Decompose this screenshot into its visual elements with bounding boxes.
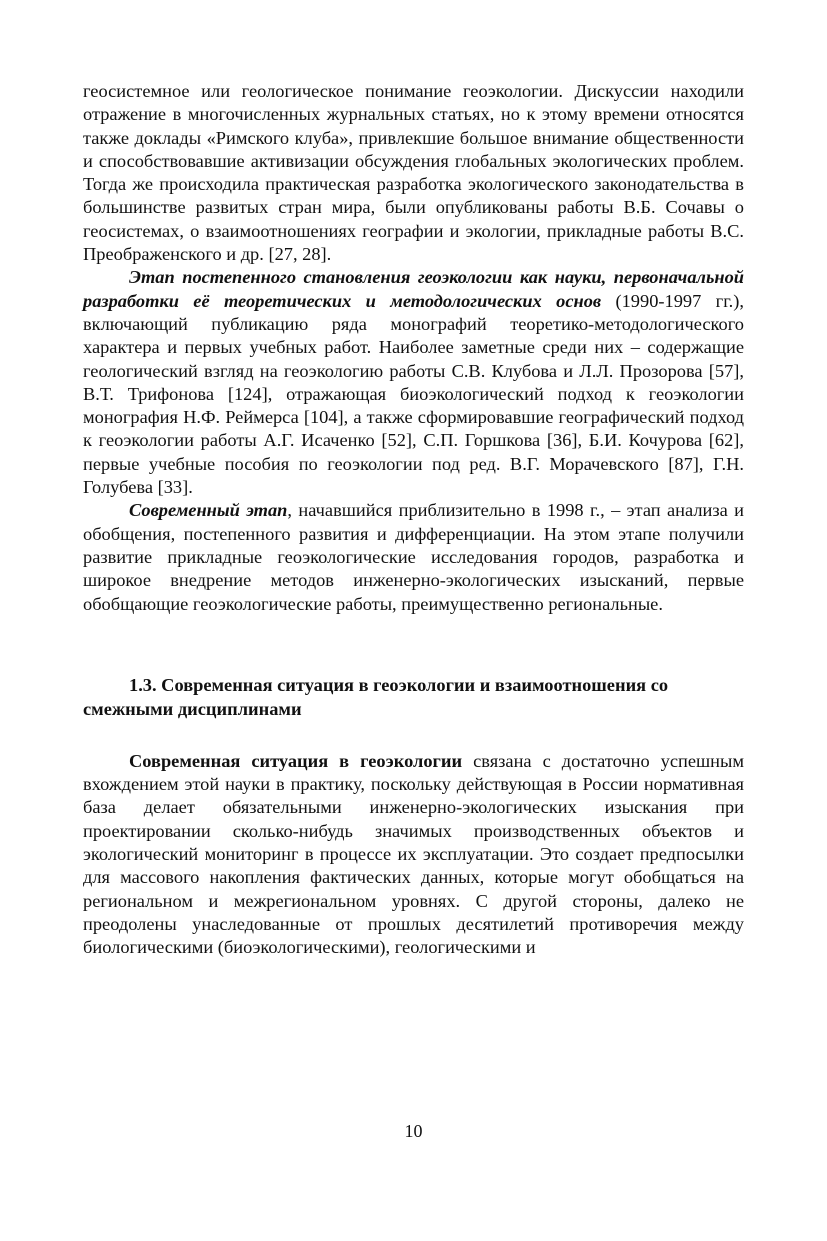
page-body: [83, 80, 744, 960]
stage-formation-text: (1990-1997 гг.), включающий публикацию ряда монографий теоретико-методологического характера и первых учебных работ. Наиболее заметные среди них – содержащие геологический взгляд на геоэкологию работы С.В. Клубова и Л.Л. Прозорова [57], В.Т. Трифонова [124], отражающая биоэкологический подход к геоэкологии монография Н.Ф. Реймерса [104], а также сформировавшие географический подход к геоэкологии работы А.Г. Исаченко [52], С.П. Горшкова [36], Б.И. Кочурова [62], первые учебные пособия по геоэкологии под ред. В.Г. Морачевского [87], Г.Н. Голубева [33].: [83, 290, 744, 498]
current-situation-term: Современная ситуация в геоэкологии: [129, 750, 463, 771]
paragraph-stage-formation: [83, 266, 744, 499]
section-heading-1-3: 1.3. Современная ситуация в геоэкологии и взаимоотношения со смежными дисциплинами: [83, 674, 669, 719]
paragraph-modern-stage: [83, 499, 744, 615]
modern-stage-text: , начавшийся приблизительно в 1998 г., – этап анализа и обобщения, постепенного развития и дифференциации. На этом этапе получили развитие прикладные геоэкологические исследования городов, разработка и широкое внедрение методов инженерно-экологических изысканий, первые обобщающие геоэкологические работы, преимущественно региональные.: [83, 500, 745, 614]
page-number: 10: [404, 1121, 423, 1141]
current-situation-text: связана с достаточно успешным вхождением этой науки в практику, поскольку действующая в России нормативная база делает обязательными инженерно-экологических изыскания при проектировании сколько-нибудь значимых производственных объектов и экологический мониторинг в процессе их эксплуатации. Это создает предпосылки для массового накопления фактических данных, которые могут обобщаться на региональном и межрегиональном уровнях. С другой стороны, далеко не преодолены унаследованные от прошлых десятилетий противоречия между биологическими (биоэкологическими), геологическими и: [83, 750, 744, 958]
modern-stage-title: Современный этап: [129, 500, 288, 521]
paragraph-geosystem-understanding: геосистемное или геологическое понимание геоэкологии. Дискуссии находили отражение в многочисленных журнальных статьях, но к этому времени относятся также доклады «Римского клуба», привлекшие большое внимание общественности и способствовавшие активизации обсуждения глобальных экологических проблем. Тогда же происходила практическая разработка экологического законодательства в большинстве развитых стран мира, были опубликованы работы В.Б. Сочавы о геосистемах, о взаимоотношениях географии и экологии, прикладные работы В.С. Преображенского и др. [27, 28].: [83, 81, 744, 265]
stage-formation-title: Этап постепенного становления геоэкологии как науки, первоначальной разработки её теоретических и методологических основ: [83, 267, 744, 311]
paragraph-current-situation: [83, 750, 744, 960]
